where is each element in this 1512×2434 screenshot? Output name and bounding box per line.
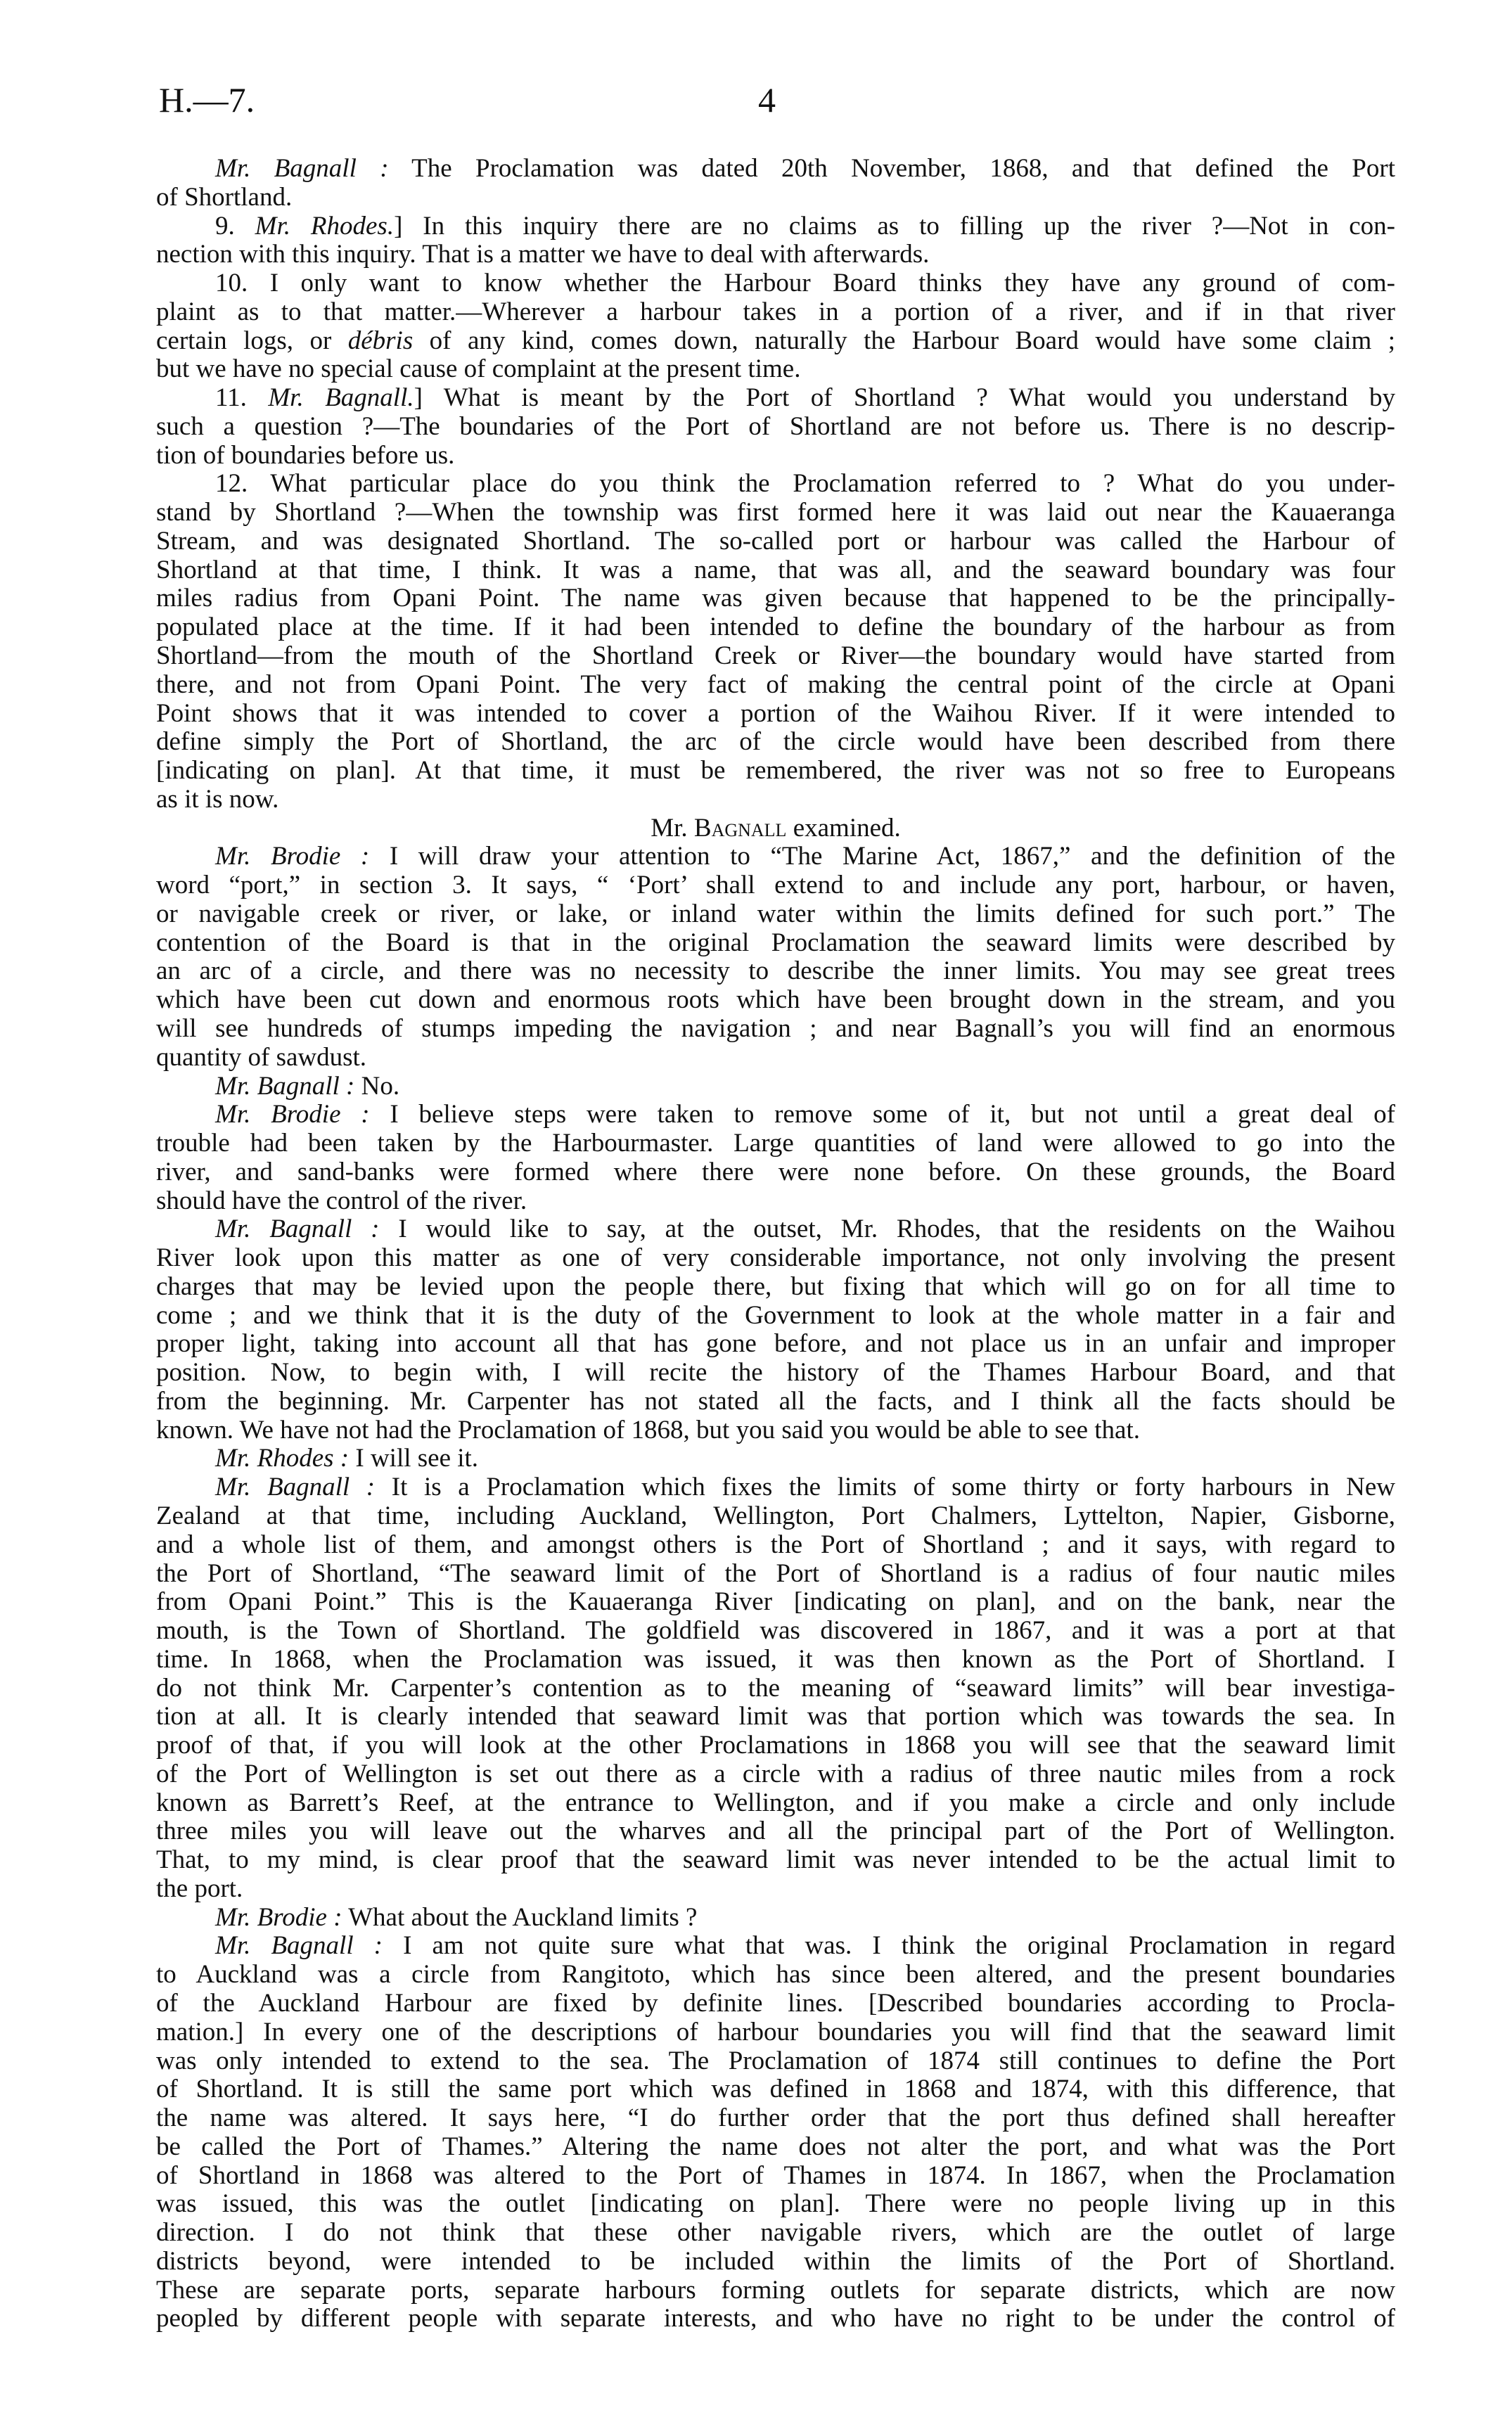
text-line <box>156 1072 1395 1101</box>
text-line: proper light, taking into account all that has gone before, and not place us in an unfair and improper <box>156 1329 1395 1359</box>
text-line <box>156 327 1395 356</box>
text-line <box>156 1215 1395 1244</box>
text-line: from the beginning. Mr. Carpenter has not stated all the facts, and I think all the facts should be <box>156 1386 1395 1416</box>
paragraph <box>156 1072 1395 1101</box>
text-line: contention of the Board is that in the original Proclamation the seaward limits were described by <box>156 928 1395 957</box>
paragraph <box>156 1445 1395 1473</box>
text-line: River look upon this matter as one of very considerable importance, not only involving the present <box>156 1243 1395 1273</box>
text-line: districts beyond, were intended to be included within the limits of the Port of Shortland. <box>156 2246 1395 2276</box>
text-line: the port. <box>156 1873 243 1903</box>
text-line: proof of that, if you will look at the other Proclamations in 1868 you will see that the seaward limit <box>156 1731 1395 1760</box>
text-line: which have been cut down and enormous roots which have been brought down in the stream, and you <box>156 985 1395 1015</box>
page-number: 4 <box>758 80 776 120</box>
text-line: charges that may be levied upon the people there, but fixing that which will go on for all time to <box>156 1272 1395 1301</box>
italic-text: Mr. Brodie : <box>215 1902 342 1932</box>
paragraph <box>156 1101 1395 1215</box>
text-line: of Shortland. <box>156 182 293 212</box>
line-text: I would like to say, at the outset, Mr. Rhodes, that the residents on the Waihou <box>379 1215 1395 1244</box>
paragraph <box>156 1932 1395 2333</box>
paragraph <box>156 843 1395 1072</box>
text-line: peopled by different people with separate interests, and who have no right to be under the control of <box>156 2304 1395 2333</box>
text-line <box>156 1904 1395 1933</box>
italic-text: Mr. Rhodes : <box>215 1444 350 1473</box>
italic-text: débris <box>347 326 414 355</box>
text-line: of the Port of Wellington is set out there as a circle with a radius of three nautic miles from a rock <box>156 1759 1395 1788</box>
text-line: do not think Mr. Carpenter’s contention as to the meaning of “seaward limits” will bear investiga- <box>156 1673 1395 1703</box>
paragraph <box>156 384 1395 470</box>
text-line: tion of boundaries before us. <box>156 440 455 470</box>
text-line: of Shortland. It is still the same port which was defined in 1868 and 1874, with this difference, that <box>156 2075 1395 2104</box>
italic-text: Mr. Bagnall : <box>215 1071 355 1101</box>
heading-name: Bagnall <box>693 813 787 843</box>
paragraph <box>156 212 1395 270</box>
line-text: certain logs, or <box>156 326 348 355</box>
text-line: come ; and we think that it is the duty of the Government to look at the whole matter in a fair and <box>156 1300 1395 1330</box>
text-line: [indicating on plan]. At that time, it must be remembered, the river was not so free to Europeans <box>156 756 1395 786</box>
paragraph <box>156 269 1395 384</box>
text-line: river, and sand-banks were formed where there were none before. On these grounds, the Board <box>156 1157 1395 1186</box>
text-line: Point shows that it was intended to cover a portion of the Waihou River. If it were intended to <box>156 698 1395 728</box>
italic-text: Mr. Bagnall. <box>268 383 414 413</box>
text-line: such a question ?—The boundaries of the Port of Shortland are not before us. There is no descrip- <box>156 411 1395 441</box>
text-line: as it is now. <box>156 784 279 814</box>
text-line: stand by Shortland ?—When the township was first formed here it was laid out near the Kauaeranga <box>156 498 1395 527</box>
line-text: I believe steps were taken to remove some of it, but not until a great deal of <box>369 1100 1395 1129</box>
text-line: These are separate ports, separate harbours forming outlets for separate districts, which are now <box>156 2275 1395 2305</box>
text-line: Stream, and was designated Shortland. The so-called port or harbour was called the Harbour of <box>156 526 1395 556</box>
text-line: word “port,” in section 3. It says, “ ‘Port’ shall extend to and include any port, harbour, or haven, <box>156 871 1395 900</box>
text-line: known as Barrett’s Reef, at the entrance to Wellington, and if you make a circle and only include <box>156 1788 1395 1817</box>
text-line: 12. What particular place do you think the Proclamation referred to ? What do you under- <box>215 469 1395 499</box>
text-line: tion at all. It is clearly intended that seaward limit was that portion which was towards the sea. In <box>156 1702 1395 1731</box>
text-line <box>156 212 1395 241</box>
text-line: an arc of a circle, and there was no necessity to describe the inner limits. You may see great trees <box>156 956 1395 986</box>
text-line: direction. I do not think that these other navigable rivers, which are the outlet of large <box>156 2218 1395 2248</box>
text-line <box>156 155 1395 184</box>
italic-text: Mr. Bagnall : <box>215 1931 383 1961</box>
paragraph <box>156 155 1395 212</box>
italic-text: Mr. Brodie : <box>215 842 370 871</box>
line-text: of any kind, comes down, naturally the Harbour Board would have some claim ; <box>413 326 1396 355</box>
text-line: That, to my mind, is clear proof that the seaward limit was never intended to be the actual limit to <box>156 1845 1395 1875</box>
text-line: 10. I only want to know whether the Harbour Board thinks they have any ground of com- <box>215 269 1395 298</box>
text-line: or navigable creek or river, or lake, or inland water within the limits defined for such port.” The <box>156 899 1395 928</box>
text-line <box>156 1101 1395 1129</box>
line-text: 11. <box>215 383 269 413</box>
text-line: to Auckland was a circle from Rangitoto, which has since been altered, and the present boundaries <box>156 1960 1395 1990</box>
text-line: the Port of Shortland, “The seaward limit of the Port of Shortland is a radius of four nautic miles <box>156 1558 1395 1588</box>
text-line: nection with this inquiry. That is a matter we have to deal with afterwards. <box>156 240 930 269</box>
text-line <box>156 1473 1395 1502</box>
text-line: define simply the Port of Shortland, the arc of the circle would have been described from there <box>156 727 1395 757</box>
text-line: populated place at the time. If it had been intended to define the boundary of the harbour as from <box>156 613 1395 642</box>
line-text: What about the Auckland limits ? <box>342 1902 698 1932</box>
line-text: 9. <box>215 211 255 241</box>
text-line: position. Now, to begin with, I will recite the history of the Thames Harbour Board, and that <box>156 1358 1395 1388</box>
document-body <box>156 155 1395 2333</box>
text-line: trouble had been taken by the Harbourmaster. Large quantities of land were allowed to go into the <box>156 1129 1395 1158</box>
text-line <box>156 1932 1395 1961</box>
paragraph <box>156 470 1395 814</box>
text-line <box>156 384 1395 413</box>
paragraph <box>156 1473 1395 1903</box>
line-text: The Proclamation was dated 20th November, 1868, and that defined the Port <box>388 154 1395 183</box>
text-line <box>156 1445 1395 1473</box>
text-line: and a whole list of them, and amongst others is the Port of Shortland ; and it says, with regard to <box>156 1530 1395 1559</box>
section-heading <box>156 814 1395 843</box>
text-line: of the Auckland Harbour are fixed by definite lines. [Described boundaries according to Procla- <box>156 1989 1395 2018</box>
text-line: Shortland at that time, I think. It was a name, that was all, and the seaward boundary was four <box>156 555 1395 584</box>
line-text: ] What is meant by the Port of Shortland ? What would you understand by <box>414 383 1395 413</box>
document-reference: H.—7. <box>159 80 255 120</box>
text-line: was only intended to extend to the sea. The Proclamation of 1874 still continues to define the Port <box>156 2046 1395 2075</box>
italic-text: Mr. Bagnall : <box>215 154 389 183</box>
text-line: Zealand at that time, including Auckland, Wellington, Port Chalmers, Lyttelton, Napier, Gisborne, <box>156 1501 1395 1530</box>
paragraph <box>156 1904 1395 1933</box>
line-text: I will see it. <box>349 1444 479 1473</box>
text-line: will see hundreds of stumps impeding the navigation ; and near Bagnall’s you will find an enormous <box>156 1013 1395 1043</box>
italic-text: Mr. Bagnall : <box>215 1215 380 1244</box>
text-line: be called the Port of Thames.” Altering the name does not alter the port, and what was the Port <box>156 2132 1395 2161</box>
text-line: plaint as to that matter.—Wherever a harbour takes in a portion of a river, and if in that river <box>156 297 1395 326</box>
text-line: from Opani Point.” This is the Kauaeranga River [indicating on plan], and on the bank, near the <box>156 1587 1395 1617</box>
line-text: ] In this inquiry there are no claims as to filling up the river ?—Not in con- <box>394 211 1395 241</box>
italic-text: Mr. Brodie : <box>215 1100 370 1129</box>
text-line: mouth, is the Town of Shortland. The goldfield was discovered in 1867, and it was a port at that <box>156 1616 1395 1646</box>
italic-text: Mr. Bagnall : <box>215 1473 376 1502</box>
heading-prefix: Mr. <box>651 813 694 843</box>
text-line: known. We have not had the Proclamation of 1868, but you said you would be able to see that. <box>156 1415 1140 1445</box>
paragraph <box>156 1215 1395 1445</box>
italic-text: Mr. Rhodes. <box>255 211 395 241</box>
text-line: three miles you will leave out the wharves and all the principal part of the Port of Wellington. <box>156 1817 1395 1846</box>
text-line: should have the control of the river. <box>156 1186 527 1215</box>
text-line: of Shortland in 1868 was altered to the Port of Thames in 1874. In 1867, when the Proclamation <box>156 2160 1395 2190</box>
text-line: mation.] In every one of the descriptions of harbour boundaries you will find that the seaward limit <box>156 2017 1395 2047</box>
text-line: but we have no special cause of complaint at the present time. <box>156 354 801 384</box>
text-line: Shortland—from the mouth of the Shortland Creek or River—the boundary would have started from <box>156 641 1395 671</box>
heading-suffix: examined. <box>786 813 901 843</box>
text-line: quantity of sawdust. <box>156 1042 367 1072</box>
text-line: there, and not from Opani Point. The very fact of making the central point of the circle at Opani <box>156 670 1395 699</box>
line-text: I will draw your attention to “The Marine Act, 1867,” and the definition of the <box>369 842 1395 871</box>
text-line: was issued, this was the outlet [indicating on plan]. There were no people living up in this <box>156 2189 1395 2219</box>
line-text: It is a Proclamation which fixes the limits of some thirty or forty harbours in New <box>375 1473 1396 1502</box>
line-text: I am not quite sure what that was. I think the original Proclamation in regard <box>383 1931 1396 1961</box>
text-line: the name was altered. It says here, “I do further order that the port thus defined shall hereafter <box>156 2103 1395 2133</box>
text-line: miles radius from Opani Point. The name was given because that happened to be the principally- <box>156 584 1395 613</box>
text-line: time. In 1868, when the Proclamation was issued, it was then known as the Port of Shortland. I <box>156 1644 1395 1674</box>
text-line <box>156 843 1395 871</box>
line-text: No. <box>354 1071 400 1101</box>
